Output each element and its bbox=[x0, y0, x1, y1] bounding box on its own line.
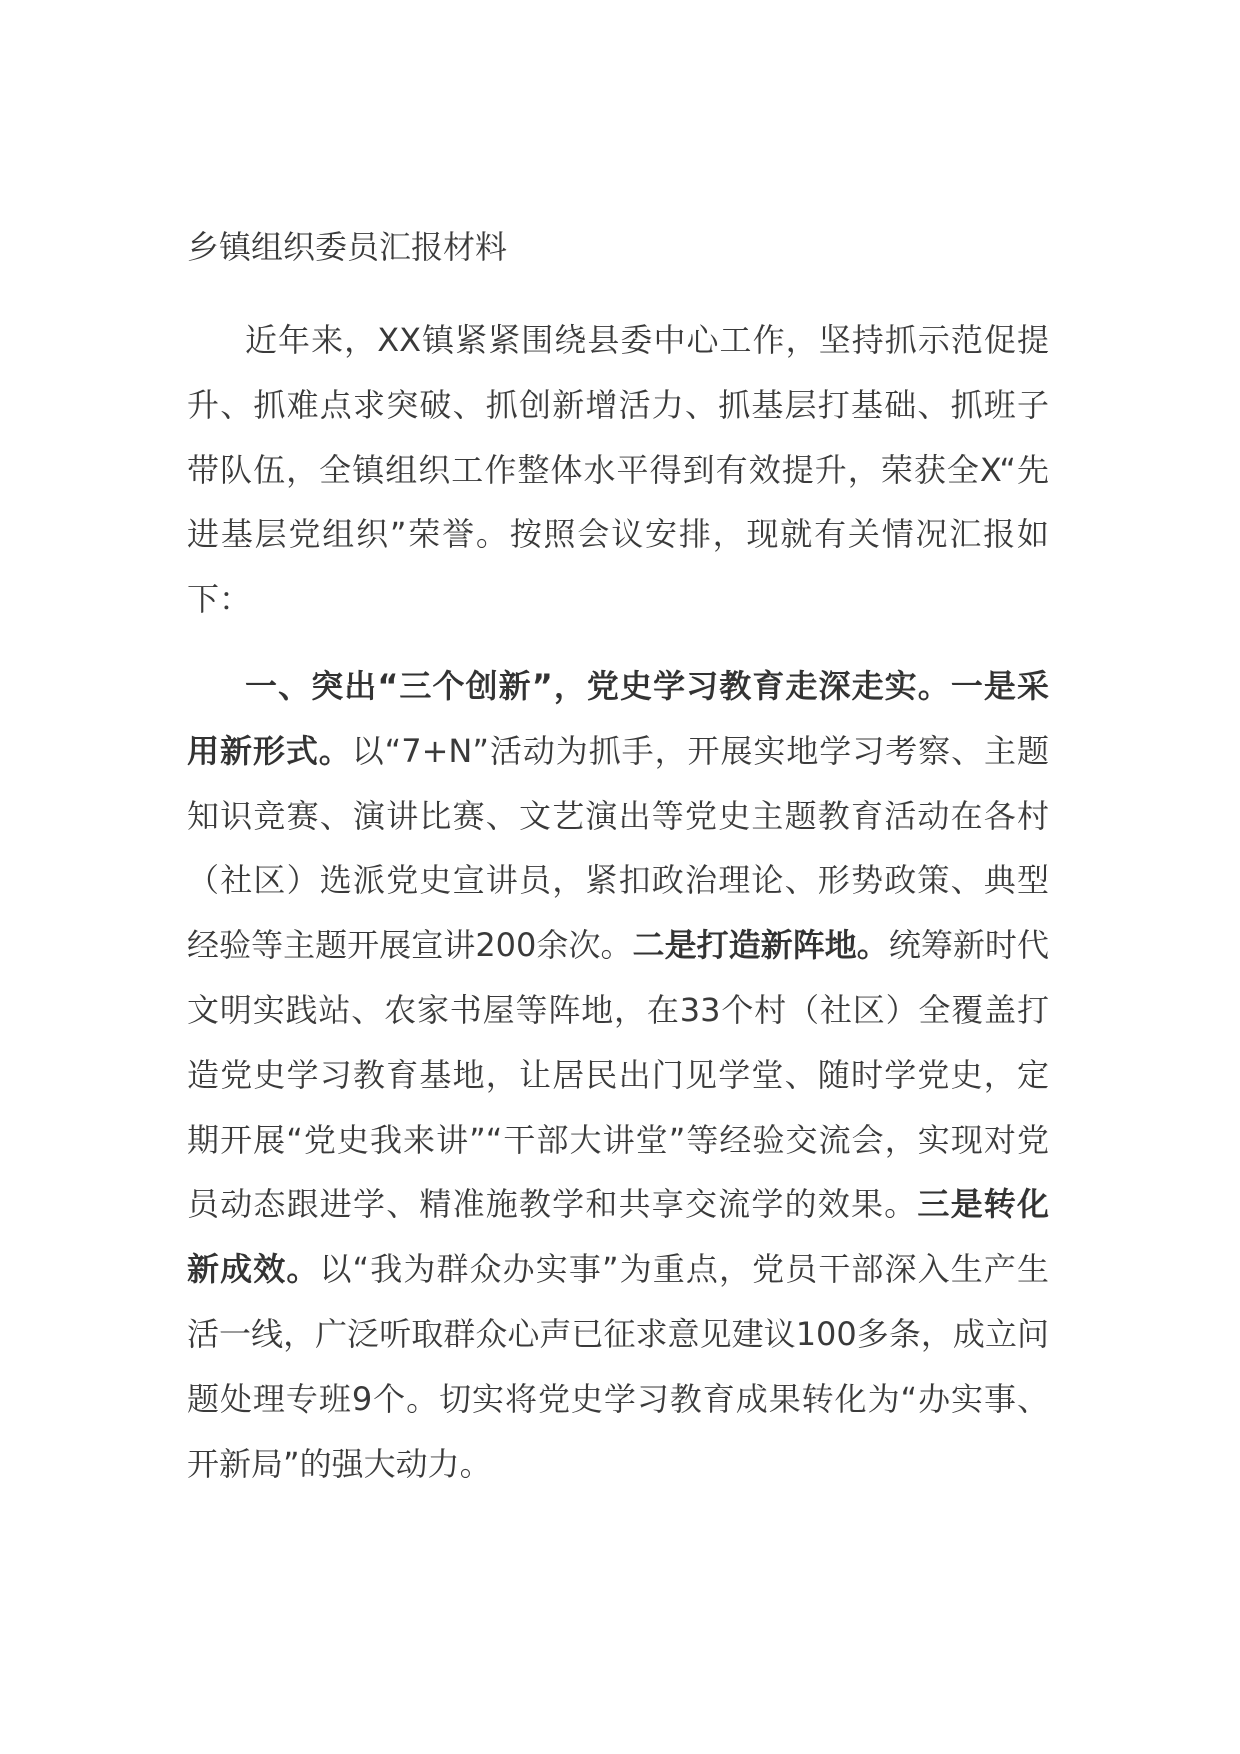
document-title: 乡镇组织委员汇报材料 bbox=[187, 228, 508, 266]
point-1-text: 以“7+N”活动为抓手，开展实地学习考察、主题知识竞赛、演讲比赛、文艺演出等党史主题教育活动在各村（社区）选派党史宣讲员，紧扣政治理论、形势政策、典型经验等主题开展宣讲200余次。 bbox=[187, 731, 1049, 965]
point-3-label: 三是转化新成效。 bbox=[187, 1185, 1049, 1289]
point-3-text: 以“我为群众办实事”为重点，党员干部深入生产生活一线，广泛听取群众心声已征求意见建议100多条，成立问题处理专班9个。切实将党史学习教育成果转化为“办实事、开新局”的强大动力。 bbox=[187, 1250, 1049, 1483]
section-1-paragraph bbox=[187, 654, 1049, 1496]
point-1-label: 一是采用新形式。 bbox=[187, 667, 1049, 770]
intro-paragraph: 近年来，XX镇紧紧围绕县委中心工作，坚持抓示范促提升、抓难点求突破、抓创新增活力、抓基层打基础、抓班子带队伍，全镇组织工作整体水平得到有效提升，荣获全X“先进基层党组织”荣誉。按照会议安排，现就有关情况汇报如下： bbox=[187, 321, 1049, 619]
section-1-heading: 一、突出“三个创新”，党史学习教育走深走实。 bbox=[245, 667, 951, 705]
point-2-text: 统筹新时代文明实践站、农家书屋等阵地，在33个村（社区）全覆盖打造党史学习教育基地，让居民出门见学堂、随时学党史，定期开展“党史我来讲”“干部大讲堂”等经验交流会，实现对党员动态跟进学、精准施教学和共享交流学的效果。 bbox=[187, 926, 1049, 1224]
point-2-label: 二是打造新阵地。 bbox=[632, 926, 889, 965]
